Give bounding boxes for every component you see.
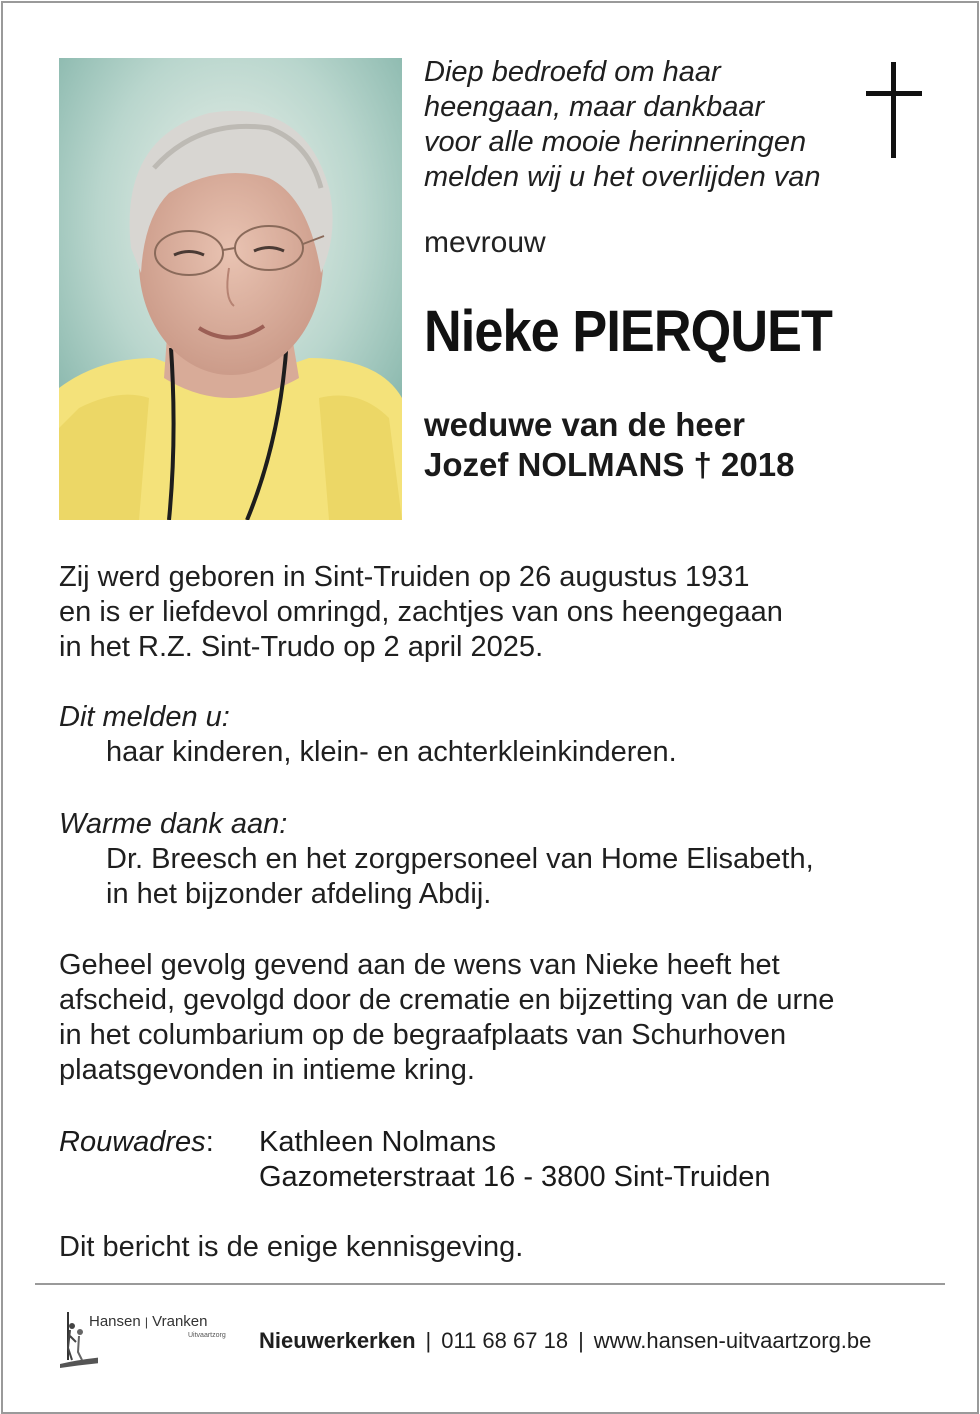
logo-divider: | [144, 1315, 148, 1329]
intro-line: heengaan, maar dankbaar [424, 91, 765, 123]
logo-name-left: Hansen [89, 1313, 141, 1330]
deceased-name: Nieke PIERQUET [424, 299, 833, 364]
funeral-line: plaatsgevonden in intieme kring. [59, 1054, 475, 1086]
funeral-paragraph [59, 948, 834, 1088]
footer-town: Nieuwerkerken [259, 1328, 416, 1353]
honorific: mevrouw [424, 226, 546, 259]
footer-separator: | [425, 1328, 432, 1353]
cross-icon [866, 62, 922, 158]
rouwadres-label-text: Rouwadres [59, 1126, 206, 1158]
logo-name-right: Vranken [152, 1313, 208, 1330]
announce-text: haar kinderen, klein- en achterkleinkinderen. [106, 736, 677, 768]
footer-separator: | [578, 1328, 584, 1353]
portrait-photo [59, 58, 402, 520]
thanks-line: Dr. Breesch en het zorgpersoneel van Home Elisabeth, [106, 843, 814, 875]
footer-contact [259, 1328, 871, 1354]
footer-divider [35, 1283, 945, 1285]
intro-line: Diep bedroefd om haar [424, 56, 721, 88]
birth-paragraph [59, 560, 783, 665]
birth-line: Zij werd geboren in Sint-Truiden op 26 augustus 1931 [59, 561, 750, 593]
intro-line: melden wij u het overlijden van [424, 161, 821, 193]
spouse-line: Jozef NOLMANS † 2018 [424, 446, 795, 483]
birth-line: en is er liefdevol omringd, zachtjes van ons heengegaan [59, 596, 783, 628]
spouse-info [424, 405, 794, 485]
funeral-line: afscheid, gevolgd door de crematie en bijzetting van de urne [59, 984, 835, 1016]
logo-name [89, 1313, 207, 1330]
rouwadres-colon: : [205, 1126, 214, 1158]
closing-line: Dit bericht is de enige kennisgeving. [59, 1231, 524, 1263]
footer-phone[interactable]: 011 68 67 18 [441, 1328, 569, 1353]
footer-website-link[interactable]: www.hansen-uitvaartzorg.be [593, 1328, 872, 1353]
logo-subtitle: Uitvaartzorg [188, 1332, 226, 1339]
rouwadres-value [259, 1125, 771, 1195]
rouwadres-address: Gazometerstraat 16 - 3800 Sint-Truiden [259, 1161, 771, 1193]
rouwadres-name: Kathleen Nolmans [259, 1126, 496, 1158]
birth-line: in het R.Z. Sint-Trudo op 2 april 2025. [59, 631, 544, 663]
rouwadres-label [59, 1125, 214, 1160]
funeral-home-logo [58, 1308, 238, 1370]
closing-text [59, 1230, 523, 1265]
funeral-line: in het columbarium op de begraafplaats van Schurhoven [59, 1019, 787, 1051]
intro-text [424, 55, 854, 195]
announce-section [59, 700, 677, 770]
thanks-label: Warme dank aan: [59, 808, 288, 840]
thanks-line: in het bijzonder afdeling Abdij. [106, 878, 492, 910]
announce-label: Dit melden u: [59, 701, 230, 733]
intro-line: voor alle mooie herinneringen [424, 126, 807, 158]
thanks-section [59, 807, 814, 912]
funeral-line: Geheel gevolg gevend aan de wens van Nieke heeft het [59, 949, 780, 981]
spouse-line: weduwe van de heer [424, 406, 745, 443]
